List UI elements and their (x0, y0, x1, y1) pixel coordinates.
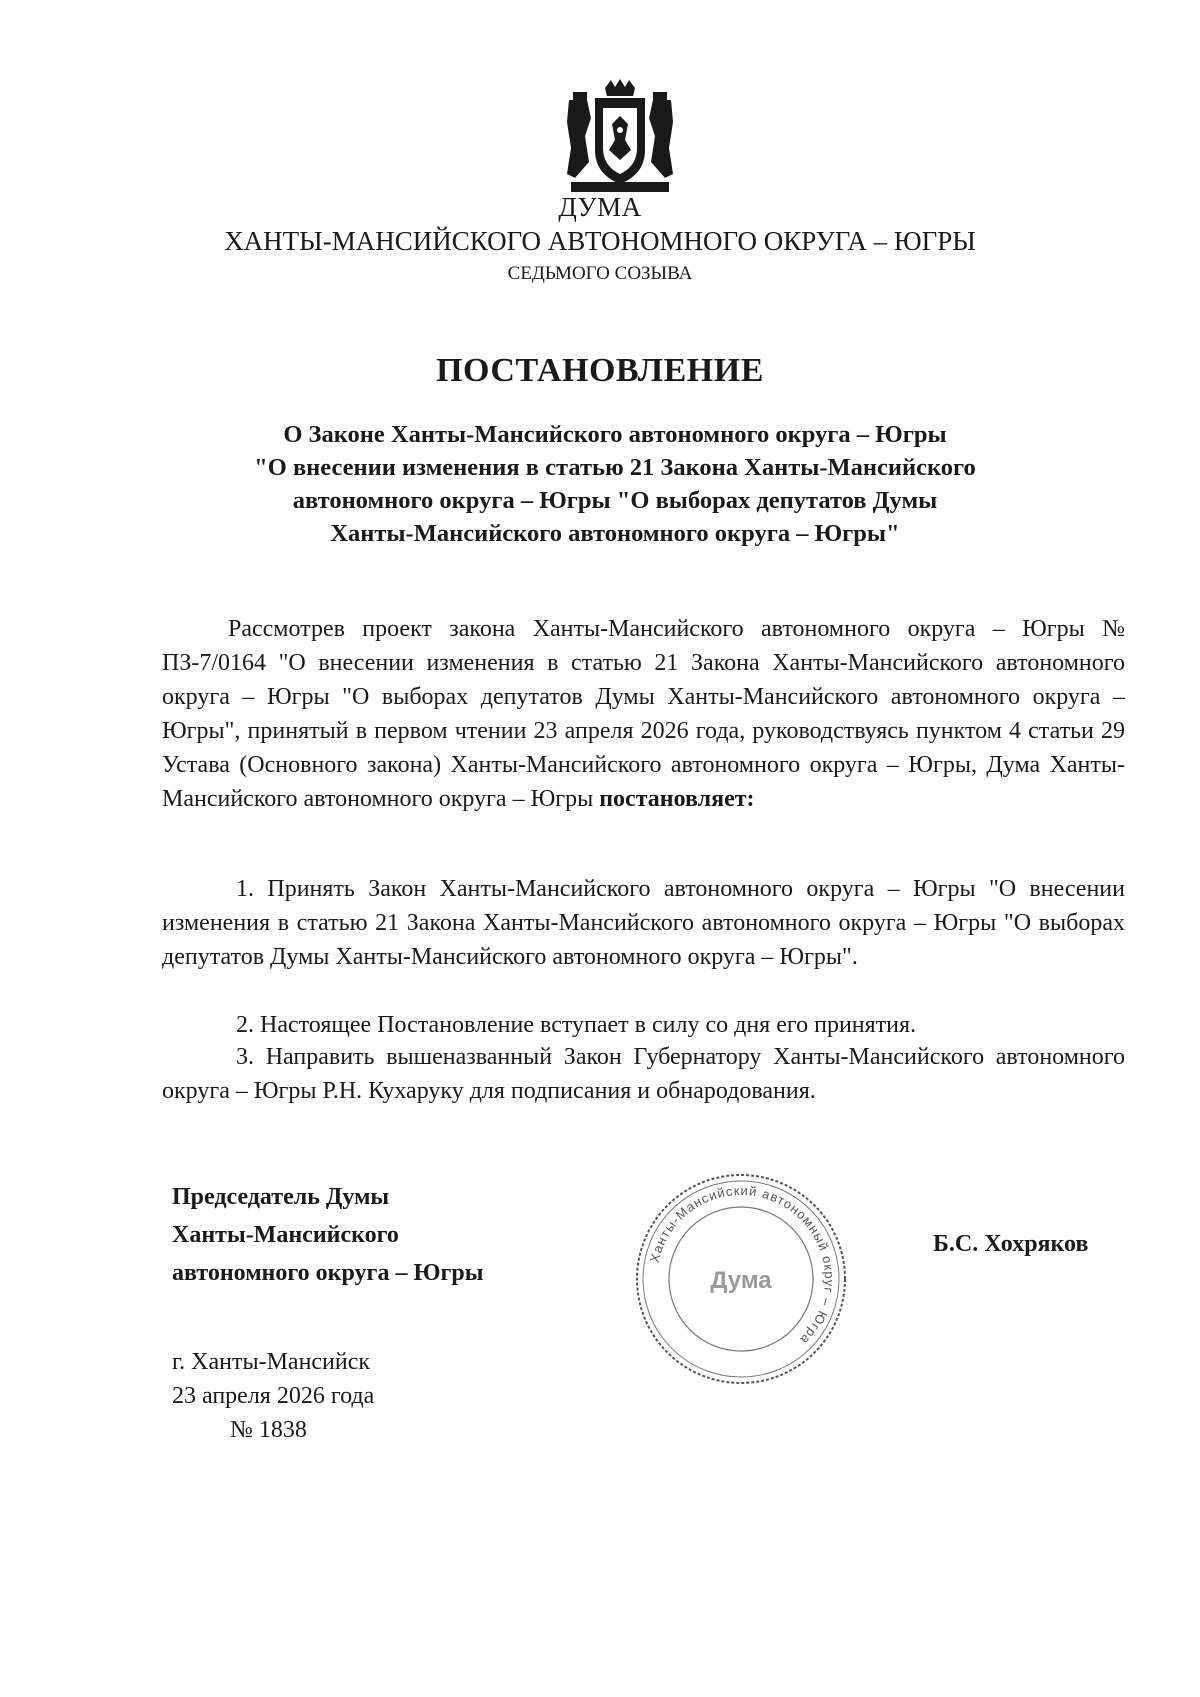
signatory-title-line: Председатель Думы (172, 1184, 390, 1210)
official-stamp (632, 1170, 850, 1388)
city: г. Ханты-Мансийск (172, 1349, 371, 1375)
convocation: СЕДЬМОГО СОЗЫВА (507, 263, 693, 284)
document-subject (200, 418, 1030, 550)
coat-of-arms-icon (565, 78, 675, 196)
document-type-title: ПОСТАНОВЛЕНИЕ (436, 352, 764, 389)
subject-line: О Законе Ханты-Мансийского автономного округа – Югры (283, 421, 947, 448)
signatory-name: Б.С. Хохряков (933, 1231, 1089, 1257)
subject-line: автономного округа – Югры "О выборах депутатов Думы (292, 487, 938, 514)
signatory-title (172, 1178, 483, 1292)
date: 23 апреля 2026 года (172, 1383, 375, 1409)
signatory-title-line: автономного округа – Югры (172, 1260, 484, 1286)
preamble-text: Рассмотрев проект закона Ханты-Мансийского автономного округа – Югры № ПЗ-7/0164 "О внесении изменения в статью 21 Закона Ханты-Мансийского автономного округа – Югры "О выборах депутатов Думы Ханты-Мансийского автономного округа – Югры", принятый в первом чтении 23 апреля 2026 года, руководствуясь пунктом 4 статьи 29 Устава (Основного закона) Ханты-Мансийского автономного округа – Югры, Дума Ханты-Мансийского автономного округа – Югры (162, 616, 1125, 812)
resolves-keyword: постановляет: (599, 786, 755, 812)
org-name: ДУМА (558, 192, 642, 222)
subject-line: Ханты-Мансийского автономного округа – Югры" (330, 520, 900, 547)
preamble-paragraph (162, 612, 1125, 816)
resolution-item-1: 1. Принять Закон Ханты-Мансийского автономного округа – Югры "О внесении изменения в статью 21 Закона Ханты-Мансийского автономного округа – Югры "О выборах депутатов Думы Ханты-Мансийского автономного округа – Югры". (162, 876, 1125, 970)
place-date-block (172, 1345, 374, 1447)
signatory-title-line: Ханты-Мансийского (172, 1222, 399, 1248)
stamp-center-text: Дума (710, 1267, 772, 1294)
resolution-item-2: 2. Настоящее Постановление вступает в силу со дня его принятия. (236, 1012, 917, 1038)
document-number: № 1838 (230, 1417, 307, 1443)
org-region: ХАНТЫ-МАНСИЙСКОГО АВТОНОМНОГО ОКРУГА – ЮГРЫ (224, 226, 976, 256)
subject-line: "О внесении изменения в статью 21 Закона Ханты-Мансийского (254, 454, 976, 481)
stamp-ring-text: Ханты-Мансийский автономный округ – Югра (646, 1182, 838, 1348)
resolution-item-3: 3. Направить вышеназванный Закон Губернатору Ханты-Мансийского автономного округа – Югры Р.Н. Кухаруку для подписания и обнародования. (162, 1044, 1125, 1104)
